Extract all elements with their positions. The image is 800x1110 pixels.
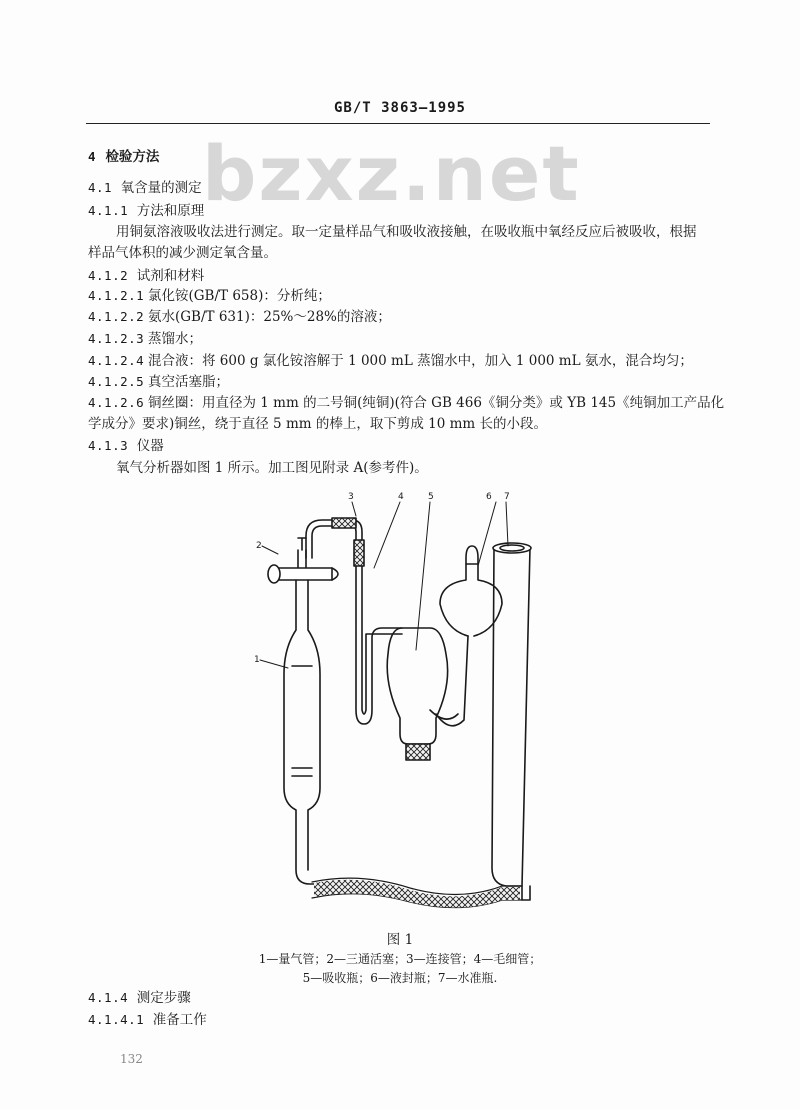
reagent-item <box>88 393 724 413</box>
callout-leader <box>374 502 400 568</box>
callout-leader <box>262 546 278 554</box>
rubber-joint <box>332 518 356 528</box>
section-number: 4.1.2 <box>88 268 129 283</box>
apparatus-text: 氧气分析器如图 1 所示。加工图见附录 A(参考件)。 <box>116 460 428 476</box>
item-number: 4.1.2.6 <box>88 395 145 410</box>
section-title: 试剂和材料 <box>136 268 205 284</box>
figure-legend-line-2: 5—吸收瓶；6—液封瓶；7—水准瓶. <box>302 971 498 985</box>
reagent-item <box>88 372 229 392</box>
section-number: 4.1 <box>88 180 113 195</box>
section-number: 4.1.4.1 <box>88 1012 145 1027</box>
figure-legend-line-1: 1—量气管；2—三通活塞；3—连接管；4—毛细管； <box>258 952 542 966</box>
heading-4-1 <box>88 178 202 198</box>
standard-code-header: GB/T 3863—1995 <box>333 100 466 116</box>
heading-4-1-4 <box>88 988 191 1008</box>
item-number: 4.1.2.3 <box>88 331 145 346</box>
section-number: 4.1.3 <box>88 438 129 453</box>
section-number: 4.1.4 <box>88 990 129 1005</box>
section-4-heading <box>88 147 159 167</box>
callout-label: 4 <box>398 492 404 502</box>
figure-title: 图 1 <box>386 932 414 948</box>
callout-label: 1 <box>254 655 260 665</box>
item-number: 4.1.2.4 <box>88 353 145 368</box>
section-title: 仪器 <box>136 438 164 454</box>
item-text: 真空活塞脂； <box>148 374 229 390</box>
absorption-bottle <box>387 628 447 744</box>
leveling-bottle <box>492 548 530 886</box>
item-text: 蒸馏水； <box>148 331 202 347</box>
capillary-tube <box>356 566 402 724</box>
reagent-item <box>88 329 202 349</box>
heading-4-1-1 <box>88 201 204 221</box>
section-title: 测定步骤 <box>136 990 191 1006</box>
item-text: 混合液：将 600 g 氯化铵溶解于 1 000 mL 蒸馏水中，加入 1 000 mL 氨水，混合均匀； <box>148 353 693 369</box>
callout-label: 7 <box>504 492 510 502</box>
reagent-item <box>88 351 693 371</box>
principle-text-line-1: 用铜氨溶液吸收法进行测定。取一定量样品气和吸收液接触，在吸收瓶中氧经反应后被吸收，根据 <box>116 224 697 240</box>
item-text: 氨水(GB/T 631)：25%～28%的溶液； <box>148 309 391 325</box>
callout-label: 3 <box>348 492 354 502</box>
watermark: bzxz.net <box>202 129 581 218</box>
item-number: 4.1.2.1 <box>88 288 145 303</box>
heading-4-1-3 <box>88 436 164 456</box>
callout-leader <box>352 502 356 516</box>
section-title: 检验方法 <box>105 149 160 165</box>
item-number: 4.1.2.2 <box>88 309 145 324</box>
item-number: 4.1.2.5 <box>88 374 145 389</box>
section-number: 4 <box>88 149 97 164</box>
callout-label: 5 <box>428 492 434 502</box>
item-text: 氯化铵(GB/T 658)：分析纯； <box>148 288 331 304</box>
rubber-joint <box>406 744 430 760</box>
oxygen-analyzer-diagram <box>240 488 560 918</box>
heading-4-1-4-1 <box>88 1010 207 1030</box>
item-text: 铜丝圈：用直径为 1 mm 的二号铜(纯铜)(符合 GB 466《铜分类》或 YB 145《纯铜加工产品化 <box>148 395 725 411</box>
callout-leader <box>506 502 508 546</box>
liquid-seal-bottle <box>440 546 502 636</box>
heading-4-1-2 <box>88 266 204 286</box>
reagent-item <box>88 307 391 327</box>
header-rule <box>86 123 710 124</box>
section-title: 方法和原理 <box>136 203 205 219</box>
page-number: 132 <box>120 1052 143 1066</box>
rubber-joint <box>354 540 364 566</box>
section-title: 准备工作 <box>152 1012 207 1028</box>
section-number: 4.1.1 <box>88 203 129 218</box>
reagent-item-continuation: 学成分》要求)铜丝，绕于直径 5 mm 的棒上，取下剪成 10 mm 长的小段。 <box>88 416 547 432</box>
section-title: 氧含量的测定 <box>120 180 202 196</box>
reagent-item <box>88 286 331 306</box>
callout-label: 6 <box>486 492 492 502</box>
callout-label: 2 <box>256 541 262 551</box>
principle-text-line-2: 样品气体积的减少测定氧含量。 <box>88 245 277 261</box>
gas-burette <box>284 580 320 884</box>
